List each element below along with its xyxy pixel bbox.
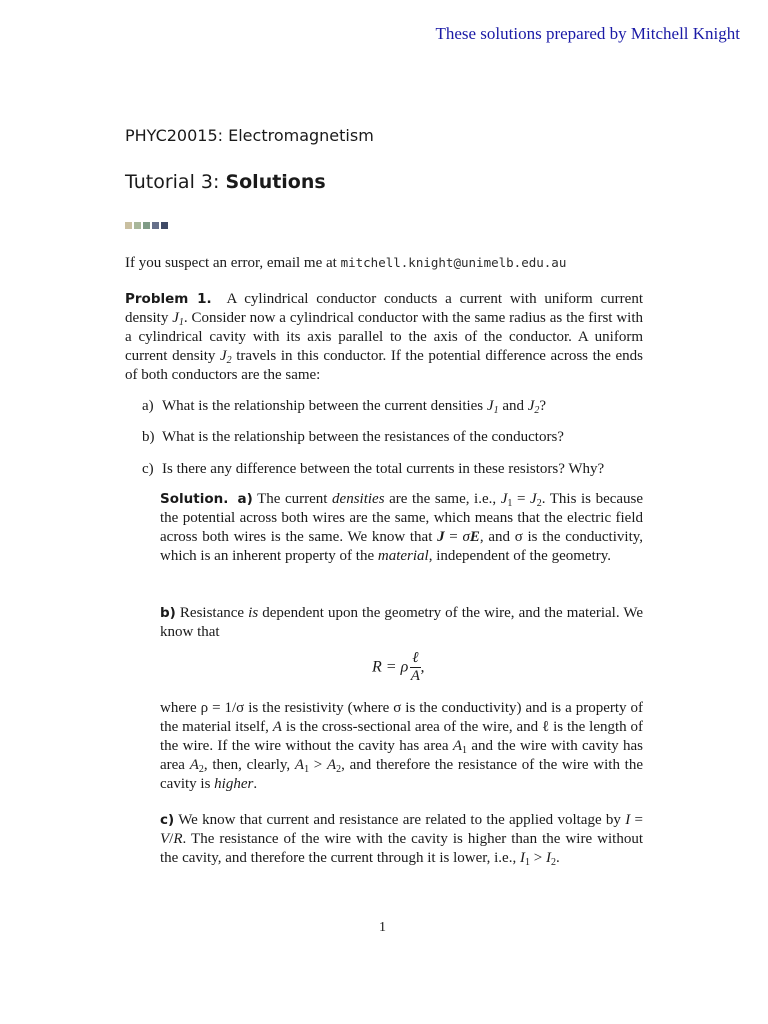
- problem-text-3: travels in this conductor. If the potential difference across the ends of both conductors are the same:: [125, 348, 644, 383]
- question-a: a) What is the relationship between the current densities $J_1$ and $J_2$?: [142, 398, 547, 416]
- solution-b: b) Resistance is dependent upon the geometry of the wire, and the material. We know that: [160, 605, 644, 640]
- problem-label: Problem 1.: [125, 291, 212, 307]
- question-letter: a): [142, 398, 154, 414]
- question-text: What is the relationship between the resistances of the conductors?: [162, 429, 564, 445]
- question-c: [142, 460, 652, 479]
- square-1: [125, 222, 132, 229]
- problem-text-1: A cylindrical conductor conducts a current with uniform current density: [125, 291, 644, 326]
- square-2: [134, 222, 141, 229]
- solution-label: Solution.: [160, 491, 229, 507]
- header-note: These solutions prepared by Mitchell Knight: [435, 24, 740, 43]
- part-a-label: a): [237, 491, 253, 507]
- symbol-j1: $J_1$: [172, 310, 184, 328]
- symbol-j2: $J_2$: [220, 348, 232, 366]
- question-letter: b): [142, 429, 155, 445]
- part-b-label: b): [160, 605, 176, 621]
- question-text: What is the relationship between the current densities: [162, 398, 484, 414]
- tutorial-prefix: Tutorial 3:: [125, 171, 220, 193]
- solution-b-continued: where ρ = 1/σ is the resistivity (where σ is the conductivity) and is a property of the material itself, A is the cross-sectional area of the wire, and ℓ is the length of the wire. If the wire without the cavity has area $A_1$ and the wire with cavity has area $A_2$, then, clearly, $A_1 > A_2$, and therefore the resistance of the wire with the cavity is higher.: [160, 700, 644, 792]
- decorative-squares: [125, 222, 168, 230]
- square-4: [152, 222, 159, 229]
- square-5: [161, 222, 168, 229]
- square-3: [143, 222, 150, 229]
- email-link[interactable]: mitchell.knight@unimelb.edu.au: [340, 255, 567, 270]
- problem-statement: [125, 290, 643, 385]
- problem-text-2: . Consider now a cylindrical conductor with the same radius as the first with a cylindrical cavity with its axis parallel to the axis of the conductor. A uniform current density: [125, 310, 644, 364]
- resistance-equation: R = ρ $\frac{\text{ℓ}}{A}$ ,: [372, 650, 425, 684]
- question-text: Is there any difference between the total currents in these resistors? Why?: [162, 461, 605, 477]
- solution-c: c) We know that current and resistance are related to the applied voltage by I = V/R. The resistance of the wire with the cavity is higher than the wire without the cavity, and therefore the current through it is lower, i.e., $I_1 > I_2$.: [160, 812, 643, 868]
- part-c-label: c): [160, 812, 175, 828]
- page-number: 1: [379, 920, 386, 935]
- course-title: PHYC20015: Electromagnetism: [125, 126, 374, 145]
- solution-a: Solution. a) The current densities are the same, i.e., $J_1 = J_2$. This is because the potential across both wires are the same, which means that the electric field across both wires is the same. We know that J = σE, and σ is the conductivity, which is an inherent property of the material, independent of the geometry.: [160, 491, 644, 564]
- contact-line: [125, 253, 643, 273]
- contact-text: If you suspect an error, email me at: [125, 255, 337, 271]
- question-letter: c): [142, 461, 154, 477]
- tutorial-title: Solutions: [225, 171, 326, 193]
- question-b: [142, 428, 652, 447]
- page-title: [125, 171, 326, 193]
